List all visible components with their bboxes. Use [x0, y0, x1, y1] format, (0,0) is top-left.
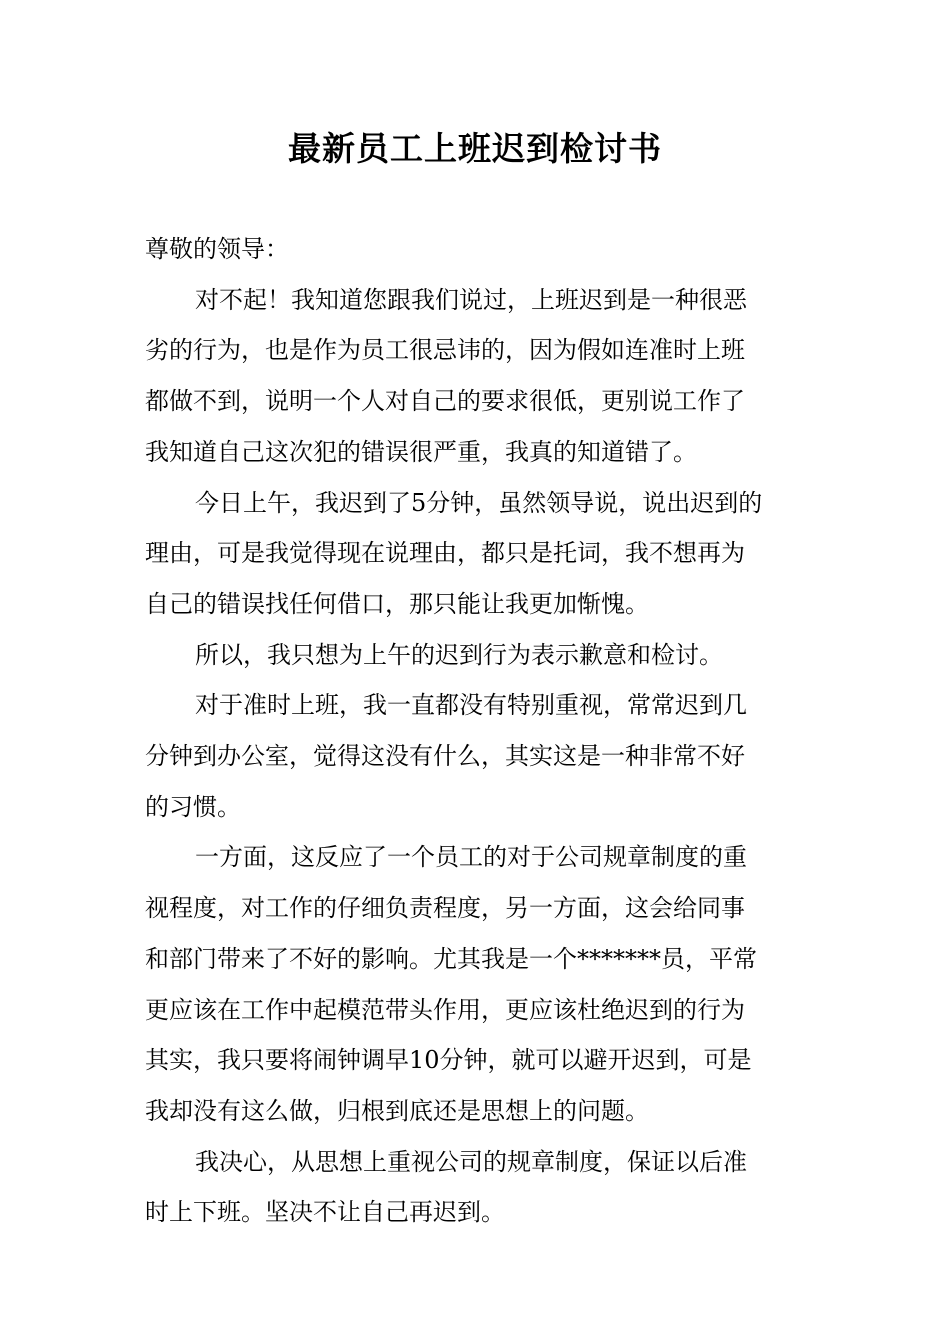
text-line: 其实，我只要将闹钟调早10分钟，就可以避开迟到，可是 — [145, 1046, 752, 1075]
text-line: 都做不到，说明一个人对自己的要求很低，更别说工作了 — [145, 387, 745, 416]
document-title: 最新员工上班迟到检讨书 — [288, 129, 662, 168]
text-line: 理由，可是我觉得现在说理由，都只是托词，我不想再为 — [145, 539, 745, 568]
text-line: 分钟到办公室，觉得这没有什么，其实这是一种非常不好 — [145, 742, 745, 771]
text-line: 对不起！我知道您跟我们说过，上班迟到是一种很恶 — [195, 285, 747, 314]
text-line: 对于准时上班，我一直都没有特别重视，常常迟到几 — [195, 691, 747, 720]
text-line: 我却没有这么做，归根到底还是思想上的问题。 — [145, 1096, 649, 1125]
text-line: 今日上午，我迟到了5分钟，虽然领导说，说出迟到的 — [195, 488, 763, 517]
text-line: 时上下班。坚决不让自己再迟到。 — [145, 1198, 505, 1227]
text-line: 我知道自己这次犯的错误很严重，我真的知道错了。 — [145, 437, 697, 466]
text-line: 我决心，从思想上重视公司的规章制度，保证以后准 — [195, 1147, 747, 1176]
text-line: 视程度，对工作的仔细负责程度，另一方面，这会给同事 — [145, 894, 745, 923]
text-line: 的习惯。 — [145, 792, 241, 821]
text-line: 更应该在工作中起模范带头作用，更应该杜绝迟到的行为 — [145, 995, 745, 1024]
text-line: 劣的行为，也是作为员工很忌讳的，因为假如连准时上班 — [145, 336, 745, 365]
document-body — [145, 224, 809, 1238]
text-line: 自己的错误找任何借口，那只能让我更加惭愧。 — [145, 589, 649, 618]
salutation: 尊敬的领导： — [145, 235, 289, 263]
text-line: 一方面，这反应了一个员工的对于公司规章制度的重 — [195, 843, 747, 872]
text-line: 和部门带来了不好的影响。尤其我是一个*******员，平常 — [145, 944, 757, 973]
text-line: 所以，我只想为上午的迟到行为表示歉意和检讨。 — [195, 640, 723, 669]
